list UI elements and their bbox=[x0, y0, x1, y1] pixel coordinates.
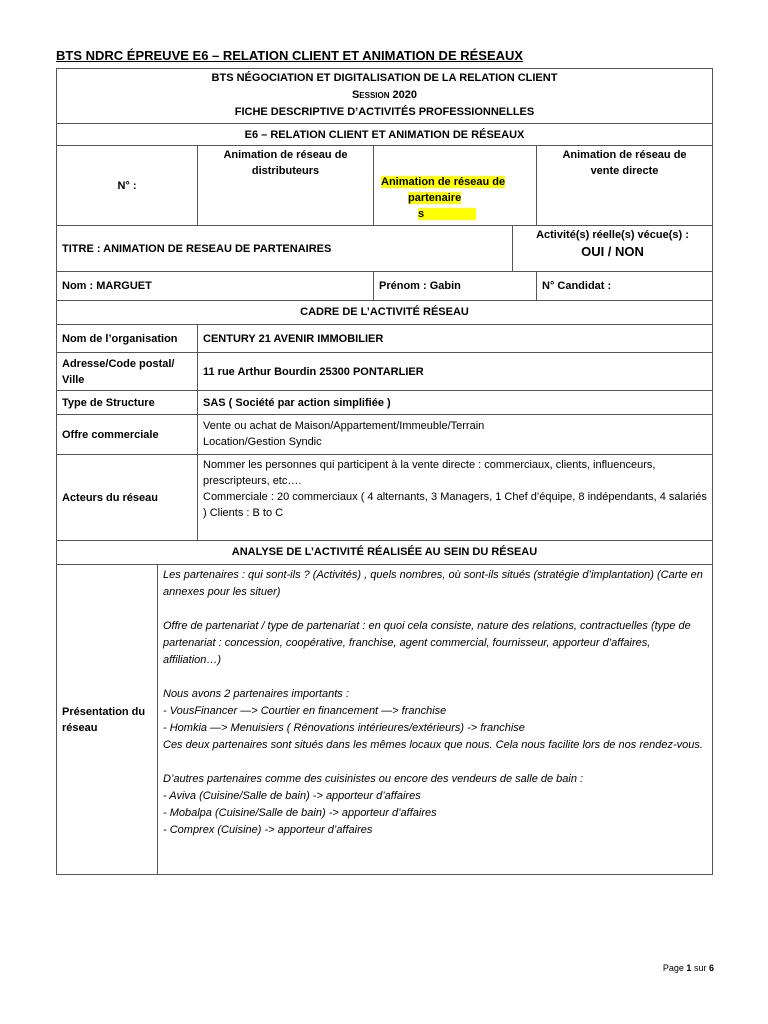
acteurs-row bbox=[56, 455, 713, 541]
presentation-bullet-1: - VousFinancer —> Courtier en financement —> franchise bbox=[163, 705, 447, 717]
acteurs-line1: Nommer les personnes qui participent à la vente directe : commerciaux, clients, influenceurs, prescripteurs, etc…. bbox=[203, 459, 656, 487]
structure-row bbox=[56, 391, 713, 415]
acteurs-line2: Commerciale : 20 commerciaux ( 4 alternants, 3 Managers, 1 Chef d’équipe, 8 indépendants, 4 salariés ) Clients : B to C bbox=[203, 491, 707, 519]
org-value: CENTURY 21 AVENIR IMMOBILIER bbox=[197, 325, 712, 352]
acteurs-label: Acteurs du réseau bbox=[62, 491, 158, 504]
acteurs-value bbox=[197, 455, 712, 540]
presentation-bullet-3: - Aviva (Cuisine/Salle de bain) -> apporteur d’affaires bbox=[163, 790, 421, 802]
activite-value: OUI / NON bbox=[581, 244, 644, 259]
presentation-label: Présentation du réseau bbox=[62, 705, 146, 734]
offre-value-line2: Location/Gestion Syndic bbox=[203, 436, 322, 448]
header-session: Session 2020 bbox=[351, 89, 418, 101]
section-e6-title: E6 – RELATION CLIENT ET ANIMATION DE RÉSEAUX bbox=[244, 129, 525, 141]
prenom-field: Prénom : Gabin bbox=[373, 272, 536, 300]
page-footer bbox=[663, 963, 714, 973]
presentation-p2: Offre de partenariat / type de partenariat : en quoi cela consiste, nature des relations, contractuelles (type de partenariat : concession, coopérative, franchise, agent commercial, fournisseur, apporteur d’affaires, affiliation…) bbox=[163, 620, 691, 666]
offre-value bbox=[197, 415, 712, 454]
titre-value: TITRE : ANIMATION DE RESEAU DE PARTENAIRES bbox=[62, 242, 332, 255]
option-partenaires-line3: s bbox=[418, 208, 476, 220]
titre-row bbox=[56, 226, 713, 272]
form-table bbox=[56, 68, 713, 875]
header-line-1: BTS NÉGOCIATION ET DIGITALISATION DE LA RELATION CLIENT bbox=[211, 72, 558, 84]
option-partenaires-line2: partenaire bbox=[408, 192, 462, 204]
structure-value: SAS ( Société par action simplifiée ) bbox=[197, 391, 712, 414]
org-row bbox=[56, 325, 713, 353]
footer-sur: sur bbox=[693, 963, 707, 973]
presentation-p1: Les partenaires : qui sont-ils ? (Activités) , quels nombres, où sont-ils situés (stratégie d’implantation) (Carte en annexes pour les situer) bbox=[163, 569, 703, 598]
section-e6-row bbox=[56, 124, 713, 146]
adresse-value: 11 rue Arthur Bourdin 25300 PONTARLIER bbox=[197, 353, 712, 390]
offre-label: Offre commerciale bbox=[62, 428, 159, 441]
presentation-p5: D’autres partenaires comme des cuisinistes ou encore des vendeurs de salle de bain : bbox=[163, 773, 584, 785]
presentation-bullet-2: - Homkia —> Menuisiers ( Rénovations intérieures/extérieurs) -> franchise bbox=[163, 722, 525, 734]
presentation-bullet-4: - Mobalpa (Cuisine/Salle de bain) -> apporteur d’affaires bbox=[163, 807, 437, 819]
analyse-title: ANALYSE DE L’ACTIVITÉ RÉALISÉE AU SEIN DU RÉSEAU bbox=[231, 546, 538, 558]
footer-page-num: 1 bbox=[686, 963, 692, 973]
presentation-p3: Nous avons 2 partenaires importants : bbox=[163, 688, 349, 700]
presentation-p4: Ces deux partenaires sont situés dans les mêmes locaux que nous. Cela nous facilite lors de nos rendez-vous. bbox=[163, 739, 703, 751]
document-title: BTS NDRC ÉPREUVE E6 – RELATION CLIENT ET ANIMATION DE RÉSEAUX bbox=[56, 48, 524, 63]
option-partenaires bbox=[373, 146, 536, 225]
analyse-row bbox=[56, 541, 713, 565]
presentation-row bbox=[56, 565, 713, 875]
option-distributeurs: Animation de réseau de distributeurs bbox=[197, 146, 373, 225]
adresse-row bbox=[56, 353, 713, 391]
footer-page-total: 6 bbox=[708, 963, 714, 973]
structure-label: Type de Structure bbox=[62, 396, 155, 409]
cadre-title: CADRE DE L’ACTIVITÉ RÉSEAU bbox=[300, 306, 469, 318]
offre-row bbox=[56, 415, 713, 455]
nom-field: Nom : MARGUET bbox=[62, 280, 152, 292]
identity-row bbox=[56, 272, 713, 301]
presentation-bullet-5: - Comprex (Cuisine) -> apporteur d’affaires bbox=[163, 824, 373, 836]
option-partenaires-line1: Animation de réseau de bbox=[381, 176, 506, 188]
activite-label: Activité(s) réelle(s) vécue(s) : bbox=[536, 229, 689, 241]
offre-value-line1: Vente ou achat de Maison/Appartement/Immeuble/Terrain bbox=[203, 420, 485, 432]
activite-cell bbox=[512, 226, 712, 271]
org-label: Nom de l’organisation bbox=[62, 332, 178, 345]
network-type-row bbox=[56, 146, 713, 226]
candidat-field: N° Candidat : bbox=[536, 272, 712, 300]
footer-page: Page bbox=[662, 963, 684, 973]
header-block bbox=[56, 68, 713, 124]
numero-label: N° : bbox=[117, 179, 137, 192]
presentation-content bbox=[157, 565, 712, 874]
option-vente-directe: Animation de réseau de vente directe bbox=[536, 146, 712, 225]
adresse-label: Adresse/Code postal/ Ville bbox=[62, 357, 175, 386]
header-line-3: FICHE DESCRIPTIVE D’ACTIVITÉS PROFESSIONNELLES bbox=[234, 106, 535, 118]
cadre-row bbox=[56, 301, 713, 325]
